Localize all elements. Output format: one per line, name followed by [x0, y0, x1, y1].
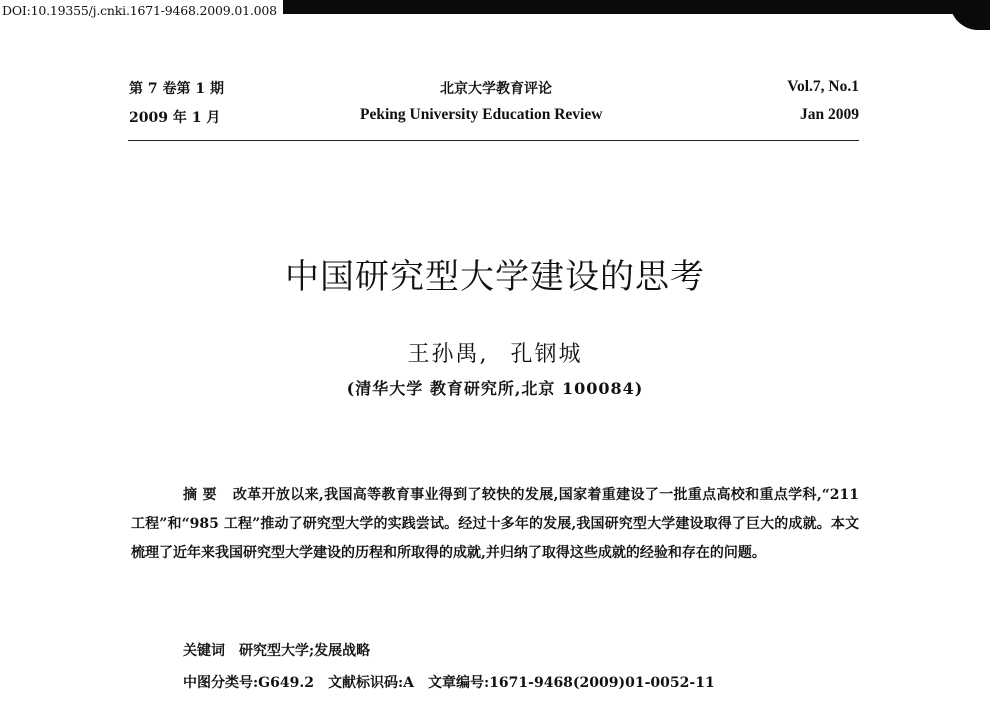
article-title: 中国研究型大学建设的思考: [285, 257, 705, 297]
header-rule: [128, 140, 859, 141]
doc-code-label: 文献标识码:: [327, 675, 404, 691]
journal-name-cn: 北京大学教育评论: [440, 81, 552, 97]
date-en: Jan 2009: [800, 106, 859, 123]
author-name: 王孙禺,: [407, 342, 489, 367]
affiliation: (清华大学 教育研究所,北京 100084): [346, 379, 644, 398]
date-cn: 2009 年 1 月: [129, 110, 221, 126]
author-name: 孔钢城: [510, 342, 583, 367]
article-id-value: 1671-9468(2009)01-0052-11: [489, 675, 715, 691]
clc-label: 中图分类号:: [183, 675, 259, 691]
volume-issue-en: Vol.7, No.1: [787, 78, 859, 95]
journal-name-en: Peking University Education Review: [360, 106, 603, 123]
article-id-label: 文章编号:: [428, 675, 490, 691]
keywords: [183, 640, 370, 660]
doc-code-value: A: [403, 675, 415, 691]
abstract-text: 改革开放以来,我国高等教育事业得到了较快的发展,国家着重建设了一批重点高校和重点学科,“211 工程”和“985 工程”推动了研究型大学的实践尝试。经过十多年的发展,我国研究型大学建设取得了巨大的成就。本文梳理了近年来我国研究型大学建设的历程和所取得的成就,并归纳了取得这些成就的经验和存在的问题。: [131, 487, 859, 561]
classification-line: [183, 672, 715, 692]
doi-line: DOI:10.19355/j.cnki.1671-9468.2009.01.008: [0, 0, 283, 29]
abstract: [131, 481, 859, 568]
clc-value: G649.2: [258, 675, 314, 691]
authors: [0, 337, 990, 368]
keywords-label: 关键词: [183, 643, 225, 659]
keywords-text: 研究型大学;发展战略: [239, 643, 371, 659]
volume-issue-cn: 第 7 卷第 1 期: [129, 81, 224, 97]
abstract-label: 摘 要: [183, 487, 217, 503]
